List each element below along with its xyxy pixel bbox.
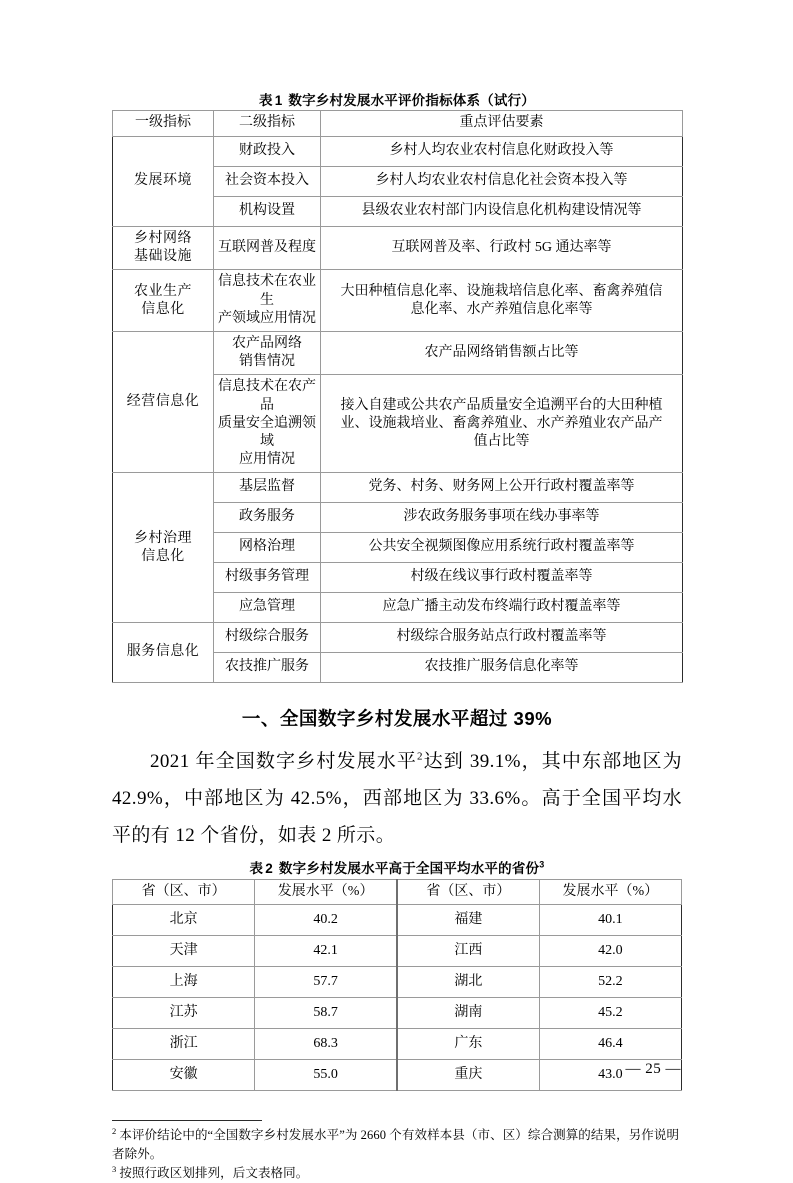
- province-value: 40.1: [539, 905, 681, 936]
- table1-level2-line2: 产领域应用情况: [218, 310, 316, 326]
- table-row: [113, 998, 682, 1029]
- table1-level2-cell: 政务服务: [214, 503, 321, 533]
- table1-elements-cell: 乡村人均农业农村信息化财政投入等: [321, 137, 683, 167]
- table1-caption-prefix: 表: [259, 93, 273, 108]
- table1-elements-cell: 县级农业农村部门内设信息化机构建设情况等: [321, 197, 683, 227]
- table1-level1-cell: 服务信息化: [113, 623, 214, 683]
- table1-level2-line1: 农产品网络: [232, 336, 302, 352]
- paragraph-segment-2: 达到 39.1%，其中东部地区为 42.9%，中部地区为 42.5%，西部地区为 33.6%。高于全国平均水平的有 12 个省份，如表 2 所示。: [112, 751, 683, 847]
- table1-elements-line3: 值占比等: [473, 433, 530, 449]
- footnote-item: [112, 1164, 682, 1183]
- province-name: 重庆: [397, 1060, 539, 1091]
- province-value: 42.0: [539, 936, 681, 967]
- province-value: 42.1: [255, 936, 397, 967]
- table1-level1-line2: 信息化: [141, 301, 185, 317]
- table2-caption-text: 数字乡村发展水平高于全国平均水平的省份: [278, 861, 540, 877]
- table1-level2-cell: [214, 375, 321, 473]
- table1-level2-cell: [214, 270, 321, 332]
- table1-elements-cell: [321, 375, 683, 473]
- table1-elements-cell: 乡村人均农业农村信息化社会资本投入等: [321, 167, 683, 197]
- table1-caption: [112, 92, 682, 110]
- table1-level2-cell: 财政投入: [214, 137, 321, 167]
- province-value: 45.2: [539, 998, 681, 1029]
- province-value: 43.0: [539, 1060, 681, 1091]
- table1-level2-cell: 互联网普及程度: [214, 227, 321, 270]
- table1-elements-cell: 公共安全视频图像应用系统行政村覆盖率等: [321, 533, 683, 563]
- table1-header-row: [113, 111, 683, 137]
- table1-elements-cell: 农技推广服务信息化率等: [321, 653, 683, 683]
- table1-level2-cell: 社会资本投入: [214, 167, 321, 197]
- table1-level2-cell: 机构设置: [214, 197, 321, 227]
- table1-elements-cell: 涉农政务服务事项在线办事率等: [321, 503, 683, 533]
- table-row: [113, 905, 682, 936]
- province-value: 58.7: [255, 998, 397, 1029]
- paragraph-segment-1: 2021 年全国数字乡村发展水平: [150, 751, 418, 773]
- footnote-section: [112, 1126, 682, 1183]
- table2-header-row: [113, 879, 682, 905]
- table1-level2-line2: 质量安全追溯领域: [218, 415, 316, 449]
- table1-level1-line1: 农业生产: [134, 283, 192, 299]
- province-value: 68.3: [255, 1029, 397, 1060]
- table-row: [113, 137, 683, 167]
- page-title: 一、全国数字乡村发展水平超过 39%: [241, 708, 553, 730]
- province-level-table: [112, 879, 682, 1092]
- table1-level2-cell: 村级事务管理: [214, 563, 321, 593]
- table-row: [113, 332, 683, 375]
- footnote-item: [112, 1126, 682, 1164]
- table2-caption-number: 2: [265, 861, 273, 877]
- table2-header-province-right: 省（区、市）: [397, 879, 539, 905]
- table1-level2-cell: 农技推广服务: [214, 653, 321, 683]
- table1-elements-cell: [321, 270, 683, 332]
- province-name: 江苏: [113, 998, 255, 1029]
- table1-level2-line1: 信息技术在农业生: [218, 274, 316, 308]
- province-name: 浙江: [113, 1029, 255, 1060]
- table1-level2-line1: 信息技术在农产品: [218, 379, 316, 413]
- table1-elements-cell: 村级综合服务站点行政村覆盖率等: [321, 623, 683, 653]
- province-name: 上海: [113, 967, 255, 998]
- footnote-marker: 2: [112, 1126, 117, 1137]
- footnote-text: 本评价结论中的“全国数字乡村发展水平”为 2660 个有效样本县（市、区）综合测算的结果，另作说明者除外。: [112, 1128, 680, 1162]
- table1-level2-line3: 应用情况: [239, 452, 295, 468]
- province-name: 北京: [113, 905, 255, 936]
- table2-header-province-left: 省（区、市）: [113, 879, 255, 905]
- footnote-marker: 3: [112, 1164, 117, 1175]
- table1-caption-number: 1: [274, 93, 283, 108]
- table1-elements-line1: 接入自建或公共农产品质量安全追溯平台的大田种植: [340, 397, 663, 413]
- table1-elements-line1: 大田种植信息化率、设施栽培信息化率、畜禽养殖信: [340, 283, 663, 299]
- province-value: 40.2: [255, 905, 397, 936]
- table1-elements-cell: 党务、村务、财务网上公开行政村覆盖率等: [321, 473, 683, 503]
- table-row: [113, 227, 683, 270]
- table1-header-level2: 二级指标: [214, 111, 321, 137]
- footnote-ref-2[interactable]: 2: [417, 751, 423, 764]
- province-name: 广东: [397, 1029, 539, 1060]
- table1-elements-line2: 业、设施栽培业、畜禽养殖业、水产养殖业农产品产: [340, 415, 663, 431]
- table-row: [113, 936, 682, 967]
- table1-level1-cell: 经营信息化: [113, 332, 214, 473]
- footnote-text: 按照行政区划排列，后文表格同。: [119, 1166, 309, 1181]
- table-row: [113, 1060, 682, 1091]
- table-row: [113, 623, 683, 653]
- table1-level2-cell: 应急管理: [214, 593, 321, 623]
- footnote-ref-3[interactable]: 3: [539, 859, 545, 870]
- table1-level1-line2: 基础设施: [134, 249, 192, 265]
- province-name: 江西: [397, 936, 539, 967]
- table1-header-level1: 一级指标: [113, 111, 214, 137]
- table-row: [113, 967, 682, 998]
- table1-level2-cell: [214, 332, 321, 375]
- province-value: 52.2: [539, 967, 681, 998]
- province-name: 安徽: [113, 1060, 255, 1091]
- table1-elements-line2: 息化率、水产养殖信息化率等: [410, 301, 593, 317]
- table2-header-level-right: 发展水平（%）: [539, 879, 681, 905]
- body-paragraph: [112, 743, 682, 854]
- table1-level1-cell: [113, 270, 214, 332]
- indicator-system-table: [112, 110, 683, 683]
- province-name: 福建: [397, 905, 539, 936]
- table2-header-level-left: 发展水平（%）: [255, 879, 397, 905]
- province-name: 湖南: [397, 998, 539, 1029]
- footnote-separator: [112, 1120, 262, 1121]
- province-value: 46.4: [539, 1029, 681, 1060]
- table1-elements-cell: 村级在线议事行政村覆盖率等: [321, 563, 683, 593]
- page-content: [112, 0, 682, 1183]
- table1-header-elements: 重点评估要素: [321, 111, 683, 137]
- table1-level2-line2: 销售情况: [239, 354, 295, 370]
- table2-caption-prefix: 表: [249, 861, 264, 877]
- table1-level1-cell: 发展环境: [113, 137, 214, 227]
- table-row: [113, 270, 683, 332]
- table1-level2-cell: 村级综合服务: [214, 623, 321, 653]
- province-name: 天津: [113, 936, 255, 967]
- table1-level1-line1: 乡村治理: [134, 530, 192, 546]
- table1-elements-cell: 应急广播主动发布终端行政村覆盖率等: [321, 593, 683, 623]
- table1-elements-cell: 互联网普及率、行政村 5G 通达率等: [321, 227, 683, 270]
- table1-level1-cell: [113, 227, 214, 270]
- table1-level1-cell: [113, 473, 214, 623]
- table2-caption: [112, 860, 682, 878]
- table1-level1-line2: 信息化: [141, 548, 185, 564]
- table-row: [113, 1029, 682, 1060]
- table1-level1-line1: 乡村网络: [134, 231, 192, 247]
- page-number: — 25 —: [625, 1061, 681, 1077]
- table-row: [113, 473, 683, 503]
- province-value: 57.7: [255, 967, 397, 998]
- province-value: 55.0: [255, 1060, 397, 1091]
- table1-level2-cell: 网格治理: [214, 533, 321, 563]
- table1-elements-cell: 农产品网络销售额占比等: [321, 332, 683, 375]
- table1-level2-cell: 基层监督: [214, 473, 321, 503]
- table1-caption-text: 数字乡村发展水平评价指标体系（试行）: [288, 93, 535, 108]
- province-name: 湖北: [397, 967, 539, 998]
